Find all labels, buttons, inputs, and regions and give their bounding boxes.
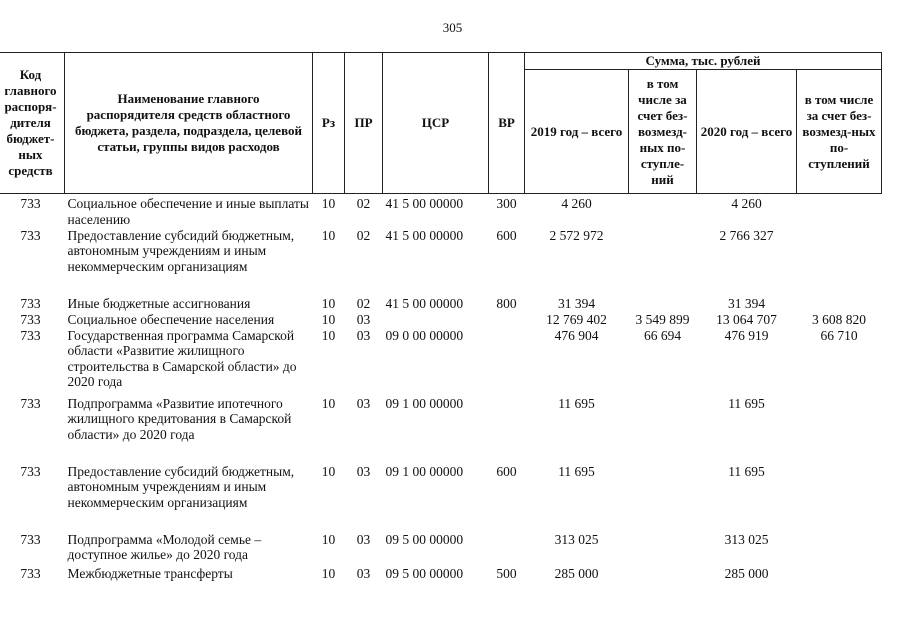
cell-name: Подпрограмма «Молодой семье – доступное жилье» до 2020 года — [67, 531, 262, 562]
header-name: Наименование главного распорядителя средств областного бюджета, раздела, подраздела, целевой статьи, группы видов расходов — [65, 53, 313, 194]
cell-rz: 10 — [321, 227, 336, 243]
cell-vr: 800 — [496, 295, 517, 311]
cell-2019-total: 476 904 — [554, 327, 599, 343]
cell-rz: 10 — [321, 327, 336, 343]
cell-name: Подпрограмма «Развитие ипотечного жилищного кредитования в Самарской области» до 2020 года — [67, 395, 292, 442]
table-row — [0, 532, 882, 566]
cell-2020-total: 11 695 — [728, 395, 765, 411]
budget-table — [0, 52, 882, 582]
cell-2019-total: 4 260 — [561, 196, 592, 211]
cell-name: Социальное обеспечение населения — [67, 311, 275, 327]
cell-name: Предоставление субсидий бюджетным, автономным учреждениям и иным некоммерческим организациям — [67, 463, 295, 510]
table-row — [0, 464, 882, 532]
cell-2020-free — [797, 228, 882, 296]
cell-vr — [489, 328, 525, 396]
cell-code: 733 — [20, 227, 41, 243]
header-sum-group: Сумма, тыс. рублей — [525, 53, 882, 70]
cell-code: 733 — [20, 395, 41, 411]
cell-code: 733 — [20, 327, 41, 343]
cell-2020-total: 13 064 707 — [716, 311, 777, 327]
cell-2019-free — [629, 464, 697, 532]
cell-2020-total: 2 766 327 — [719, 227, 774, 243]
header-vr: ВР — [489, 53, 525, 194]
cell-csr: 09 0 00 00000 — [385, 327, 464, 343]
cell-code: 733 — [20, 196, 41, 211]
cell-2019-free — [629, 296, 697, 312]
cell-2020-free — [797, 532, 882, 566]
cell-csr: 41 5 00 00000 — [385, 196, 464, 211]
cell-pr: 03 — [356, 395, 371, 411]
table-row — [0, 312, 882, 328]
cell-2019-total: 2 572 972 — [549, 227, 604, 243]
cell-2019-free — [629, 194, 697, 228]
cell-csr: 09 1 00 00000 — [385, 395, 464, 411]
cell-code: 733 — [20, 463, 41, 479]
cell-2020-total: 31 394 — [727, 295, 766, 311]
cell-code: 733 — [20, 295, 41, 311]
header-2020-total: 2020 год – всего — [697, 70, 797, 194]
header-2020-free: в том числе за счет без-возмезд-ных по-ступлений — [797, 70, 882, 194]
header-pr: ПР — [345, 53, 383, 194]
cell-name: Межбюджетные трансферты — [67, 565, 233, 581]
cell-vr — [489, 532, 525, 566]
table-row — [0, 566, 882, 582]
cell-rz: 10 — [321, 463, 336, 479]
cell-pr: 03 — [356, 311, 371, 327]
cell-2019-total: 12 769 402 — [546, 311, 607, 327]
cell-csr: 41 5 00 00000 — [385, 227, 464, 243]
cell-2020-free: 66 710 — [820, 327, 858, 343]
cell-csr: 41 5 00 00000 — [385, 295, 464, 311]
cell-vr: 500 — [496, 565, 517, 581]
cell-pr: 03 — [356, 463, 371, 479]
cell-vr — [489, 312, 525, 328]
cell-2020-free — [797, 464, 882, 532]
cell-2019-total: 11 695 — [558, 463, 595, 479]
cell-vr — [489, 396, 525, 464]
cell-2019-free: 3 549 899 — [635, 311, 690, 327]
cell-2019-free: 66 694 — [643, 327, 682, 343]
cell-pr: 03 — [356, 531, 371, 547]
cell-2019-total: 285 000 — [554, 565, 599, 581]
cell-pr: 03 — [356, 565, 371, 581]
cell-name: Социальное обеспечение и иные выплаты населению — [67, 196, 309, 227]
cell-2020-free — [797, 566, 882, 582]
table-header — [0, 53, 882, 194]
cell-vr: 600 — [496, 463, 517, 479]
cell-rz: 10 — [321, 531, 336, 547]
header-csr: ЦСР — [383, 53, 489, 194]
cell-2020-total: 313 025 — [724, 531, 769, 547]
cell-rz: 10 — [321, 311, 336, 327]
cell-2020-total: 476 919 — [724, 327, 769, 343]
cell-rz: 10 — [321, 395, 336, 411]
cell-rz: 10 — [321, 196, 336, 211]
header-2019-free: в том числе за счет без-возмезд-ных по-ступле-ний — [629, 70, 697, 194]
cell-csr: 09 5 00 00000 — [385, 565, 464, 581]
cell-2020-free — [797, 396, 882, 464]
table-row — [0, 328, 882, 396]
cell-2020-free — [797, 296, 882, 312]
table-row — [0, 228, 882, 296]
cell-pr: 02 — [356, 295, 371, 311]
header-2019-total: 2019 год – всего — [525, 70, 629, 194]
cell-csr — [383, 312, 489, 328]
table-row — [0, 194, 882, 228]
cell-code: 733 — [20, 311, 41, 327]
cell-2020-free — [797, 194, 882, 228]
cell-2020-total: 4 260 — [731, 196, 762, 211]
table-body — [0, 194, 882, 582]
cell-2019-total: 31 394 — [557, 295, 596, 311]
cell-2020-free: 3 608 820 — [812, 311, 866, 327]
cell-2019-free — [629, 396, 697, 464]
cell-2020-total: 285 000 — [724, 565, 769, 581]
cell-vr: 300 — [496, 196, 517, 211]
header-code: Код главного распоря-дителя бюджет-ных средств — [0, 53, 65, 194]
cell-pr: 02 — [356, 227, 371, 243]
page-number: 305 — [442, 20, 463, 35]
cell-vr: 600 — [496, 227, 517, 243]
cell-2019-free — [629, 566, 697, 582]
header-rz: Рз — [313, 53, 345, 194]
cell-name: Государственная программа Самарской области «Развитие жилищного строительства в Самарской области» до 2020 года — [67, 327, 297, 389]
cell-code: 733 — [20, 531, 41, 547]
cell-pr: 02 — [356, 196, 371, 211]
cell-name: Иные бюджетные ассигнования — [67, 295, 251, 311]
table-row — [0, 296, 882, 312]
table-row — [0, 396, 882, 464]
cell-2019-free — [629, 228, 697, 296]
cell-2019-total: 313 025 — [554, 531, 599, 547]
cell-csr: 09 5 00 00000 — [385, 531, 464, 547]
cell-pr: 03 — [356, 327, 371, 343]
cell-2020-total: 11 695 — [728, 463, 765, 479]
cell-csr: 09 1 00 00000 — [385, 463, 464, 479]
cell-name: Предоставление субсидий бюджетным, автономным учреждениям и иным некоммерческим организациям — [67, 227, 295, 274]
cell-2019-free — [629, 532, 697, 566]
cell-2019-total: 11 695 — [558, 395, 595, 411]
cell-code: 733 — [20, 565, 41, 581]
cell-rz: 10 — [321, 565, 336, 581]
cell-rz: 10 — [321, 295, 336, 311]
